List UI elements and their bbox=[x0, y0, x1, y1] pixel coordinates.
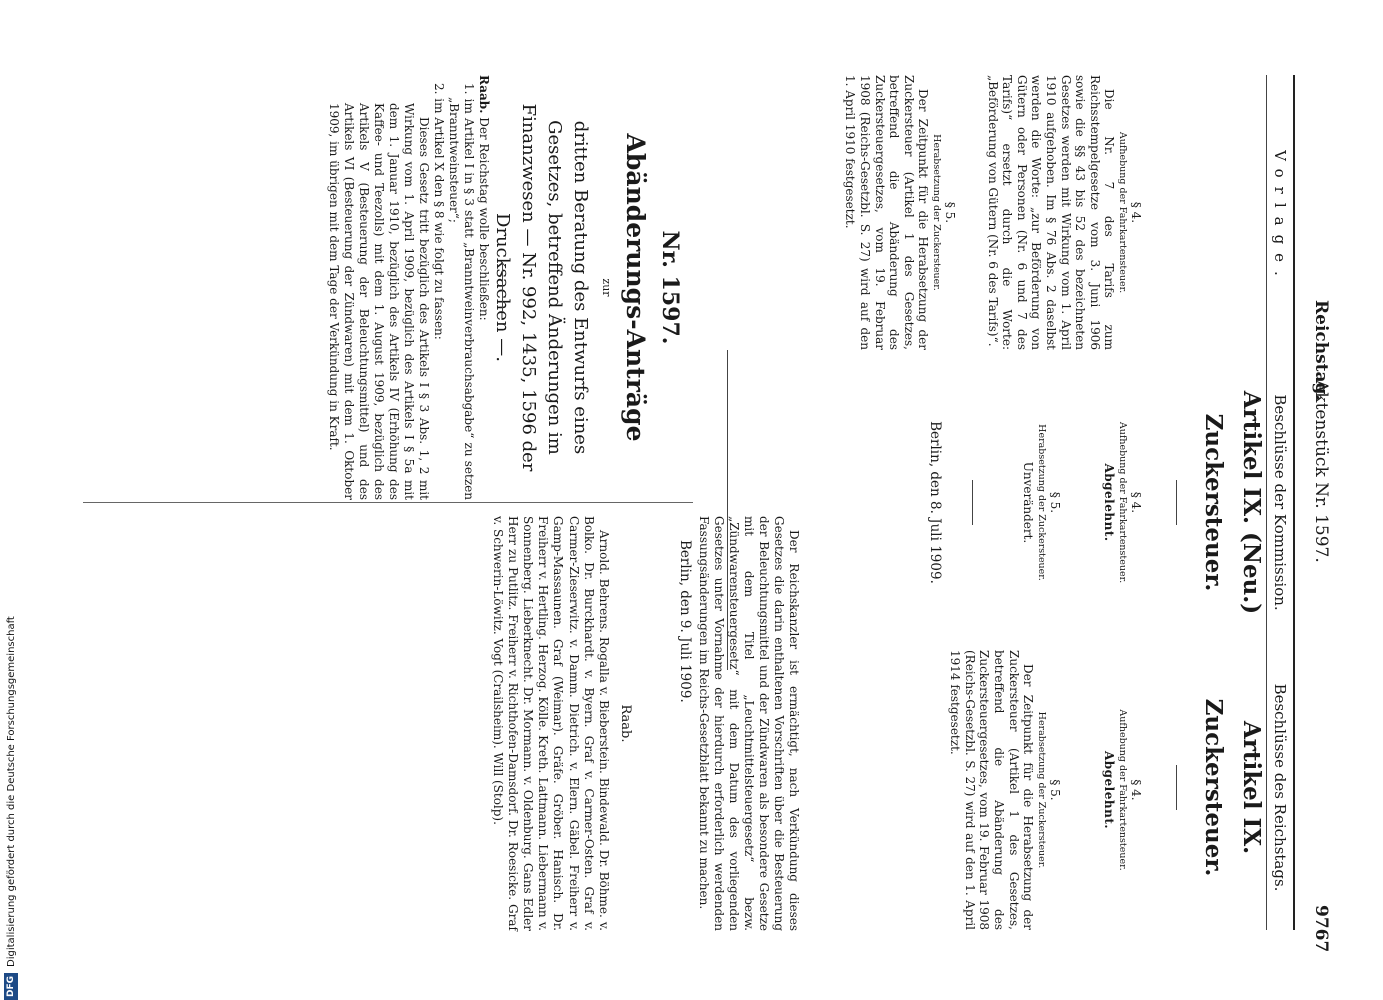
reichstag-s5-subheading: Herabsetzung der Zuckersteuer. bbox=[1036, 711, 1048, 869]
vorlage-s4-subheading: Aufhebung der Fahrkartensteuer. bbox=[1117, 131, 1129, 294]
kommission-short-rule bbox=[1176, 480, 1177, 525]
reichskanzler-paragraph bbox=[696, 516, 801, 931]
kommission-title: Beschlüsse der Kommission. bbox=[1271, 394, 1289, 611]
dfg-footer bbox=[0, 0, 24, 1000]
header-rule bbox=[1293, 75, 1295, 930]
antrag-date: Berlin, den 9. Juli 1909. bbox=[677, 540, 693, 703]
reichstag-title: Beschlüsse des Reichstags. bbox=[1271, 683, 1289, 892]
kommission-s5-heading: § 5. bbox=[1047, 491, 1062, 514]
vorlage-s5-heading: § 5. bbox=[943, 201, 958, 224]
kommission-mid-rule bbox=[972, 480, 973, 525]
antrag-item-1: 1. im Artikel I in § 3 statt „Branntweinverbrauchsabgabe“ zu setzen „Branntweinsteuer“; bbox=[447, 83, 476, 500]
heading-rule bbox=[1266, 75, 1267, 930]
vorlage-column bbox=[843, 75, 1143, 350]
reichstag-s4-heading: § 4. bbox=[1129, 779, 1143, 801]
reichstag-s5-text: Der Zeitpunkt für die Herabsetzung der Zuckersteuer (Artikel 1 des Gesetzes, betreffend die Abänderung des Zuckersteuergesetzes, vom 19. Februar 1908 (Reichs-Gesetzbl. S. 27) wird auf den 1. April 1914 festgesetzt. bbox=[948, 650, 1036, 930]
antrag-zur: zur bbox=[600, 278, 613, 297]
signatories-names: Arnold. Behrens. Rogalla v. Bieberstein. Bindewald. Dr. Böhme. v. Bolko. Dr. Burckhardt. v. Byern. Graf v. Carmer-Osten. Graf v. Carmer-Zieserwitz. v. Damm. Dietrich. v. Elern. Gäbel. Freiherr v. Gamp-Massaunen. Graf (Weimar). Gräfe. Gröber. Hanisch. Dr. Freiherr v. Hertling. Herzog. Kölle. Kreth. Lattmann. Liebermann v. Sonnenberg. Lieberknecht. Dr. Mormann. v. Oldenburg. Gans Edler Herr zu Putlitz. Freiherr v. Richthofen-Damsdorf. Dr. Roesicke. Graf v. Schwerin-Löwitz. Vogt (Crailsheim). Will (Stolp). bbox=[490, 516, 611, 931]
antrag-title: Abänderungs-Anträge bbox=[621, 133, 650, 442]
antrag-item-2: 2. im Artikel X den § 8 wie folgt zu fassen: bbox=[432, 83, 446, 340]
reichstag-s4-subheading: Aufhebung der Fahrkartensteuer. bbox=[1117, 709, 1129, 871]
running-header-left: Reichstag. bbox=[1311, 300, 1331, 401]
reichstag-column bbox=[948, 650, 1143, 930]
kommission-date: Berlin, den 8. Juli 1909. bbox=[927, 421, 943, 584]
reichstag-s4-result: Abgelehnt. bbox=[1102, 750, 1117, 830]
kommission-artikel: Artikel IX. (Neu.) bbox=[1238, 390, 1265, 615]
vorlage-s4-text: Die Nr. 7 des Tarifs zum Reichsstempelgesetze vom 3. Juni 1906 sowie die §§ 43 bis 52 des bezeichneten Gesetzes werden mit Wirkung vom 1. April 1910 aufgehoben. Im § 76 Abs. 2 daselbst werden die Worte: „zur Beförderung von Gütern oder Personen (Nr. 6 und 7 des Tarifs)“ ersetzt durch die Worte: „Beförderung von Gütern (Nr. 6 des Tarifs)“. bbox=[985, 75, 1117, 350]
reichskanzler-text: Der Reichskanzler ist ermächtigt, nach Verkündung dieses Gesetzes die darin enthaltenen Vorschriften über die Besteuerung der Beleuchtungsmittel und der Zündwaren als besondere Gesetze mit dem Titel „Leuchtmittelsteuergesetz“ bezw. „Zündwarensteuergesetz“ mit dem Datum des vorliegenden Gesetzes unter Vornahme der hierdurch erforderlich werdenden Fassungsänderungen im Reichs-Gesetzblatt bekannt zu machen. bbox=[697, 516, 801, 931]
dfg-footer-text: Digitalisierung gefördert durch die Deutsche Forschungsgemeinschaft bbox=[6, 616, 17, 967]
vorlage-s5-subheading: Herabsetzung der Zuckersteuer. bbox=[931, 134, 943, 291]
kommission-s4-heading: § 4. bbox=[1129, 491, 1143, 514]
vorlage-title: Vorlage. bbox=[1271, 150, 1289, 285]
vorlage-s4-heading: § 4. bbox=[1129, 201, 1143, 224]
vorlage-s5-text: Der Zeitpunkt für die Herabsetzung der Zuckersteuer (Artikel 1 des Gesetzes, betreffend die Abänderung des Zuckersteuergesetzes, vom 19. Februar 1908 (Reichs-Gesetzbl. S. 27) wird auf den 1. April 1910 festgesetzt. bbox=[843, 75, 931, 350]
kommission-s5-result: Unverändert. bbox=[1021, 461, 1036, 544]
kommission-column bbox=[1021, 360, 1143, 645]
antrag-number: Nr. 1597. bbox=[657, 230, 683, 345]
antrag-intro-text: Der Reichstag wolle beschließen: bbox=[477, 117, 491, 321]
antrag-subtitle: dritten Beratung des Entwurfs eines Gesetzes, betreffend Änderungen im Finanzwesen — Nr. 992, 1435, 1596 der Drucksachen —. bbox=[492, 103, 591, 472]
kommission-s4-result: Abgelehnt. bbox=[1102, 463, 1117, 542]
running-header-center: Aktenstück Nr. 1597. bbox=[1311, 380, 1331, 563]
lower-column-divider bbox=[83, 502, 693, 503]
kommission-s4-subheading: Aufhebung der Fahrkartensteuer. bbox=[1117, 421, 1129, 584]
dfg-logo: DFG bbox=[4, 973, 18, 1000]
kommission-s5-subheading: Herabsetzung der Zuckersteuer. bbox=[1036, 424, 1048, 581]
kommission-subject: Zuckersteuer. bbox=[1200, 413, 1227, 592]
signatories-list bbox=[489, 516, 611, 931]
reichstag-short-rule bbox=[1176, 765, 1177, 810]
antrag-intro-name: Raab. bbox=[477, 75, 491, 114]
reichstag-subject: Zuckersteuer. bbox=[1200, 698, 1227, 877]
antrag-short-rule bbox=[502, 262, 503, 312]
antrag-quote: Dieses Gesetz tritt bezüglich des Artikels I § 3 Abs. 1, 2 mit Wirkung vom 1. April 1909, bezüglich des Artikels I § 5a mit dem 1. Januar 1910, bezüglich des Artikels IV (Erhöhung des Kaffee- und Teezolls) mit dem 1. August 1909, bezüglich des Artikels V (Besteuerung der Beleuchtungsmittel) und des Artikels VI (Besteuerung der Zündwaren) mit dem 1. Oktober 1909, im übrigen mit dem Tage der Verkündung in Kraft. bbox=[327, 103, 431, 500]
reichstag-artikel: Artikel IX. bbox=[1238, 720, 1265, 855]
page-number: 9767 bbox=[1311, 905, 1331, 953]
reichstag-s5-heading: § 5. bbox=[1047, 779, 1062, 801]
antrag-signer: Raab. bbox=[618, 704, 633, 743]
antrag-body bbox=[326, 75, 491, 500]
